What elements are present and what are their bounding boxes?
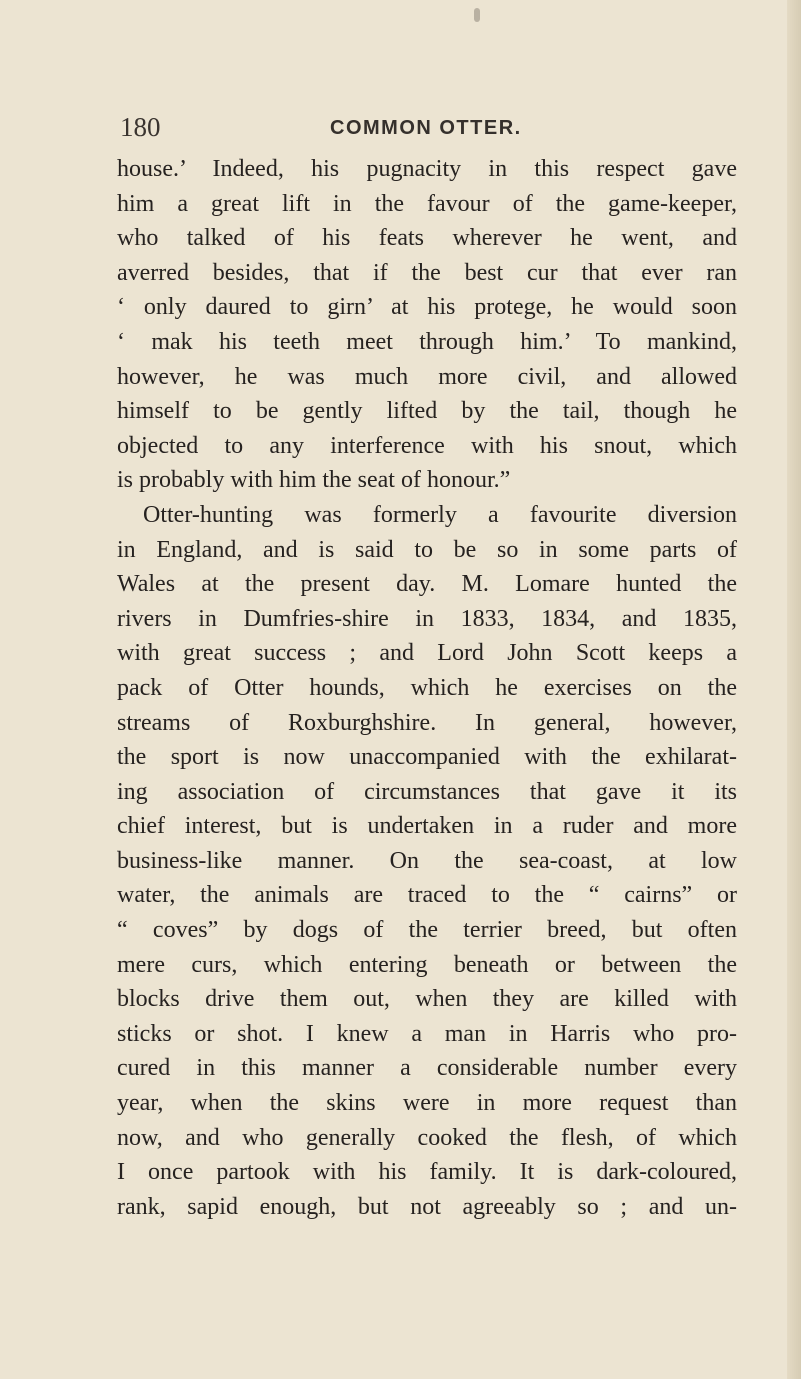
page-number: 180 — [120, 112, 161, 142]
text-line: now, and who generally cooked the flesh, of which — [117, 1124, 737, 1151]
text-line: the sport is now unaccompanied with the exhilarat- — [117, 744, 737, 771]
text-line: business-like manner. On the sea-coast, at low — [117, 847, 737, 874]
text-line: him a great lift in the favour of the game-keeper, — [117, 190, 737, 217]
text-line: sticks or shot. I knew a man in Harris who pro- — [117, 1020, 737, 1047]
text-line: himself to be gently lifted by the tail, though he — [117, 398, 737, 425]
text-line: house.’ Indeed, his pugnacity in this respect gave — [117, 156, 737, 182]
paragraph-start-line: Otter-hunting was formerly a favourite diversion — [143, 501, 737, 528]
text-line: year, when the skins were in more request than — [117, 1090, 737, 1117]
text-line: with great success ; and Lord John Scott keeps a — [117, 640, 737, 667]
running-head: COMMON OTTER. — [330, 117, 522, 139]
text-line: cured in this manner a considerable number every — [117, 1055, 737, 1082]
text-line: ing association of circumstances that gave it its — [117, 778, 737, 805]
text-line: rank, sapid enough, but not agreeably so ; and un- — [117, 1193, 737, 1220]
text-line: pack of Otter hounds, which he exercises on the — [117, 674, 737, 701]
text-line: averred besides, that if the best cur that ever ran — [117, 259, 737, 286]
text-line: I once partook with his family. It is dark-coloured, — [117, 1159, 737, 1186]
text-line: however, he was much more civil, and allowed — [117, 363, 737, 390]
text-line: objected to any interference with his snout, which — [117, 432, 737, 459]
text-line: Wales at the present day. M. Lomare hunted the — [117, 571, 737, 598]
ink-speck — [474, 8, 480, 22]
text-line: water, the animals are traced to the “ cairns” or — [117, 882, 737, 909]
text-line: blocks drive them out, when they are killed with — [117, 986, 737, 1013]
page-edge — [787, 0, 801, 1379]
text-line: streams of Roxburghshire. In general, however, — [117, 709, 737, 736]
body-text — [117, 152, 737, 1224]
text-line: chief interest, but is undertaken in a ruder and more — [117, 813, 737, 840]
text-line: rivers in Dumfries-shire in 1833, 1834, and 1835, — [117, 605, 737, 632]
text-line: in England, and is said to be so in some parts of — [117, 536, 737, 563]
text-line: ‘ only daured to girn’ at his protege, he would soon — [117, 294, 737, 321]
text-line: who talked of his feats wherever he went, and — [117, 225, 737, 252]
page-header — [120, 110, 720, 144]
text-line: ‘ mak his teeth meet through him.’ To mankind, — [117, 328, 737, 355]
text-line: mere curs, which entering beneath or between the — [117, 951, 737, 978]
text-line: is probably with him the seat of honour.” — [117, 467, 511, 494]
text-line: “ coves” by dogs of the terrier breed, but often — [117, 917, 737, 944]
